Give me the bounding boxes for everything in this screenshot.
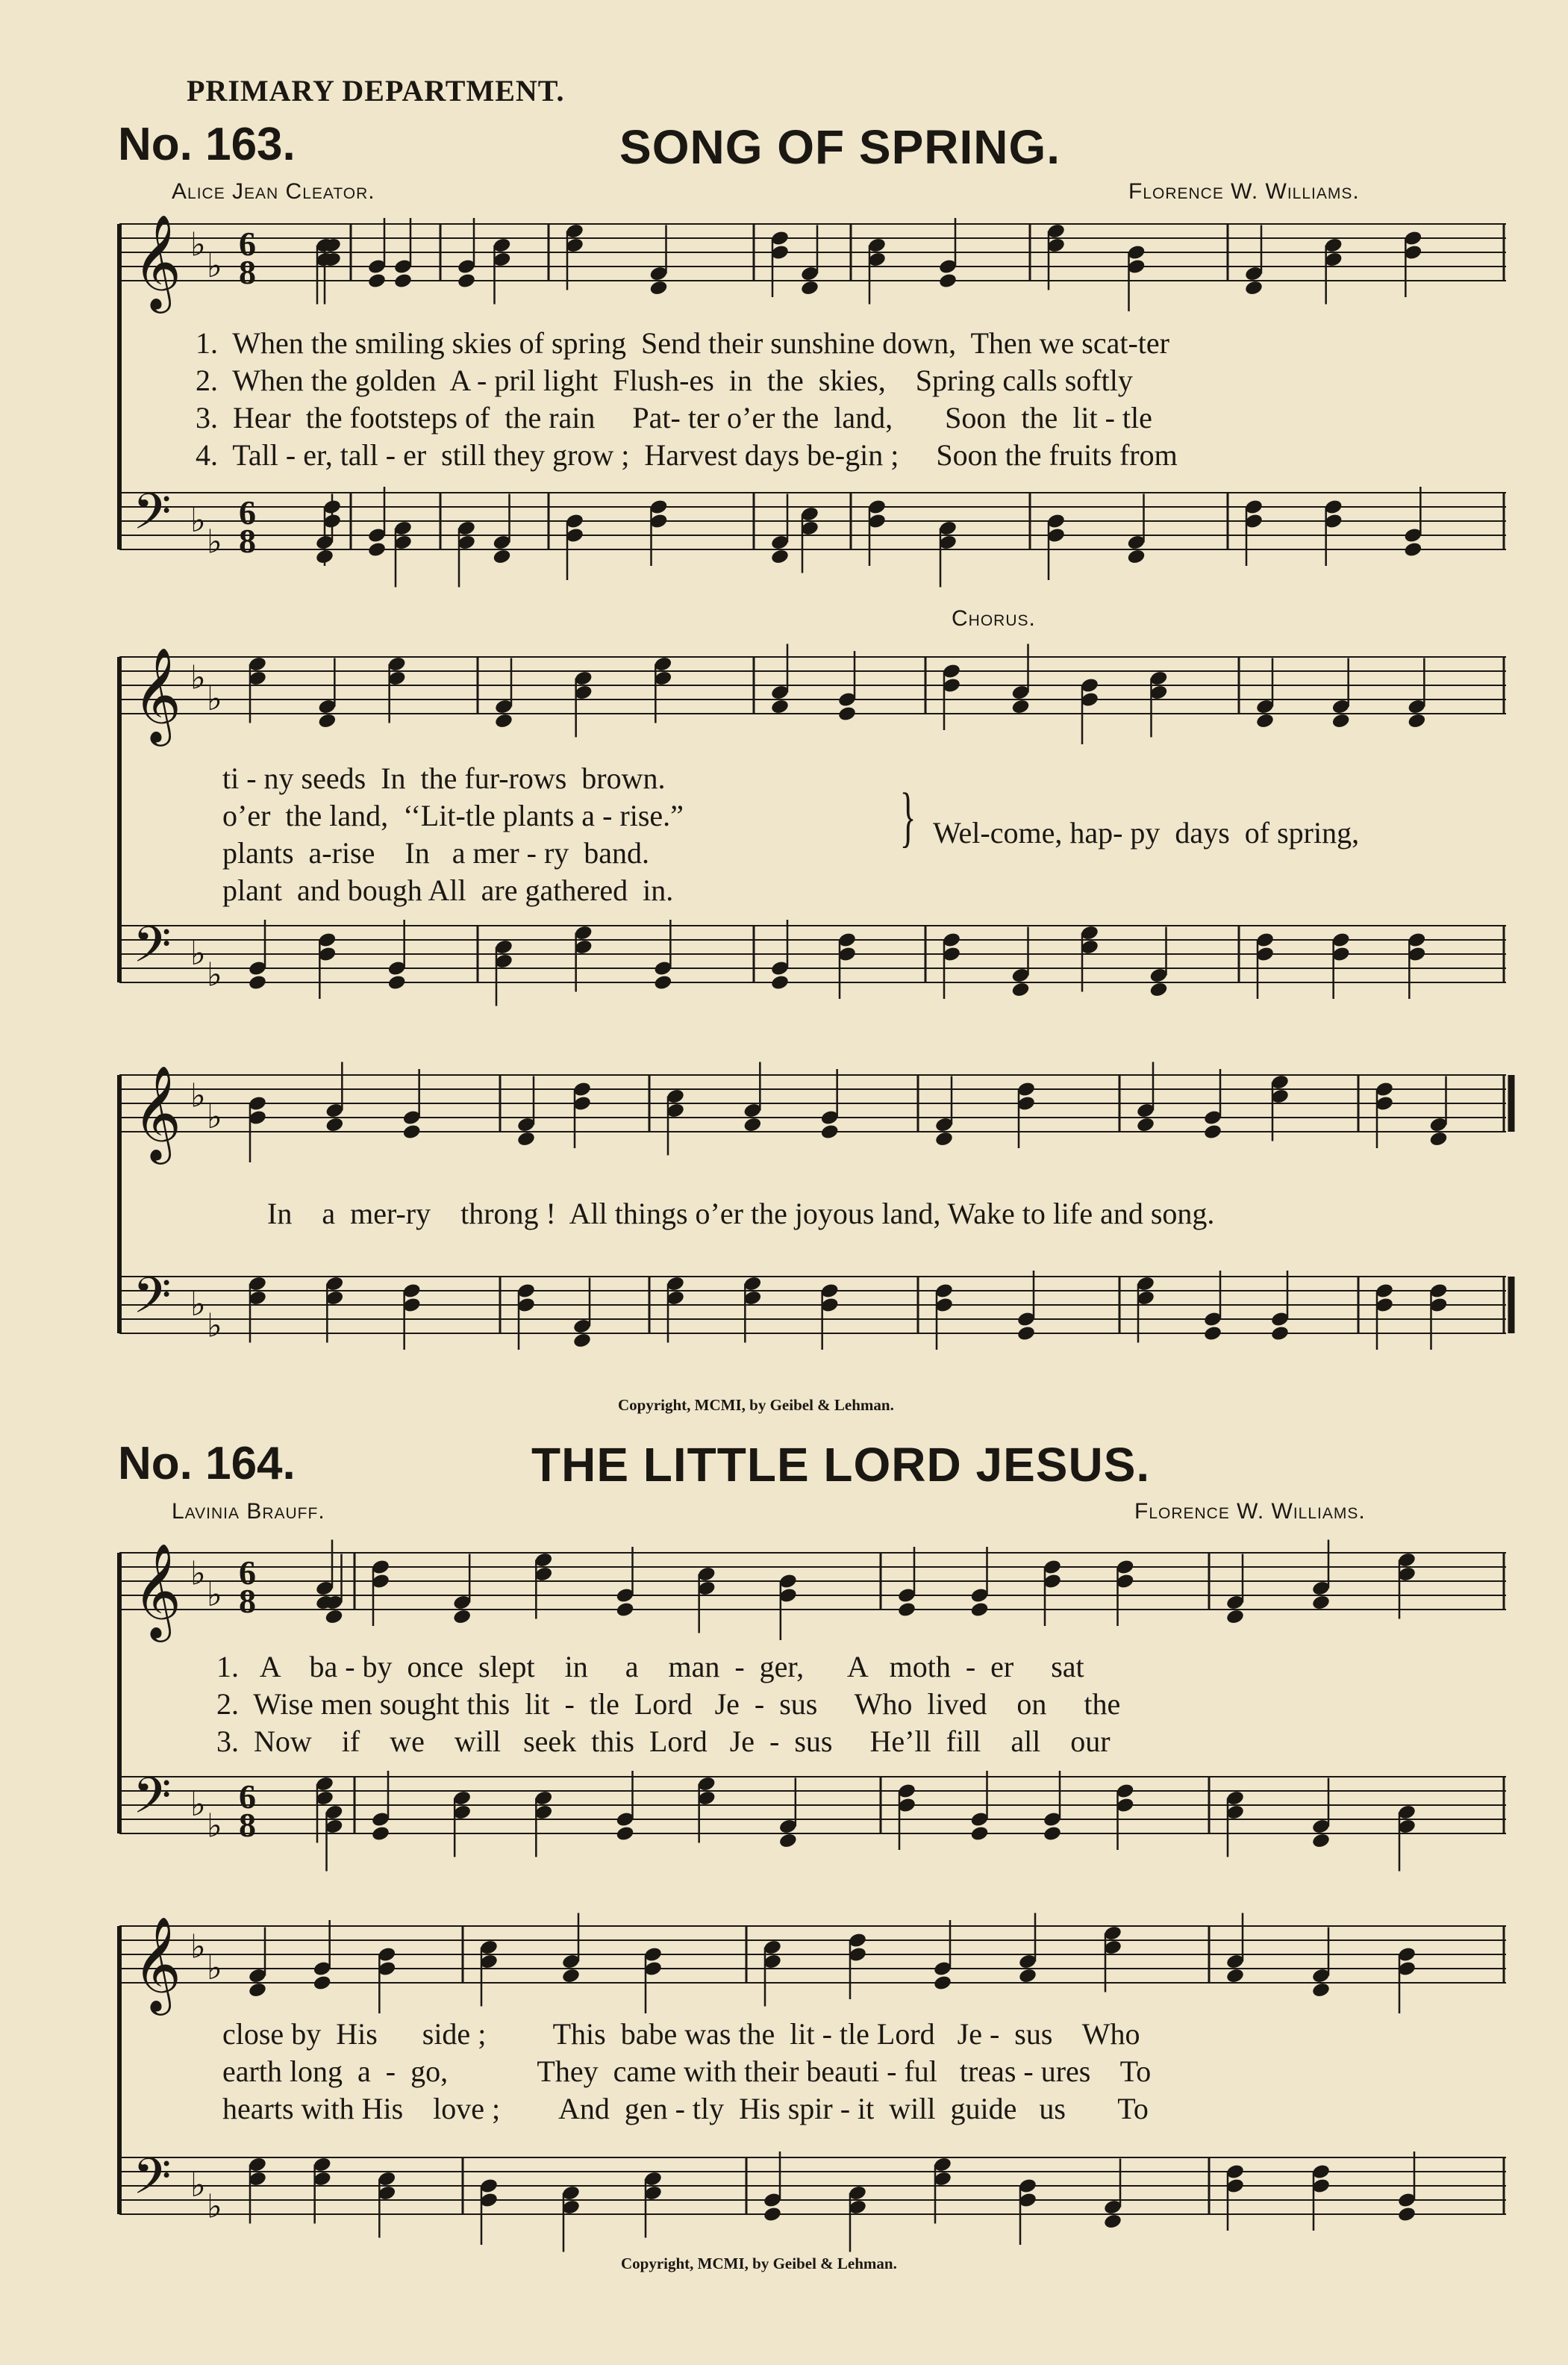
lyricist-credit: Alice Jean Cleator. — [172, 179, 375, 204]
composer-credit: Florence W. Williams. — [1128, 179, 1360, 204]
svg-text:♭: ♭ — [207, 247, 222, 285]
verse-block — [222, 760, 684, 909]
svg-text:♭: ♭ — [190, 502, 206, 540]
svg-text:♭: ♭ — [190, 1786, 206, 1824]
composer-credit: Florence W. Williams. — [1134, 1499, 1366, 1524]
svg-text:♭: ♭ — [207, 2187, 222, 2226]
copyright-notice: Copyright, MCMI, by Geibel & Lehman. — [621, 2255, 897, 2272]
svg-text:𝄢: 𝄢 — [133, 1767, 172, 1836]
svg-text:♭: ♭ — [190, 1076, 206, 1115]
song-title: SONG OF SPRING. — [619, 120, 1061, 174]
svg-text:♭: ♭ — [207, 1306, 222, 1345]
chorus-label: Chorus. — [952, 606, 1036, 631]
verse-line: 2. When the golden A - pril light Flush-es in the skies, Spring calls softly — [196, 364, 1133, 397]
svg-text:𝄞: 𝄞 — [133, 214, 182, 309]
verse-line: 2. Wise men sought this lit - tle Lord Je - sus Who lived on the — [216, 1687, 1121, 1721]
svg-text:6: 6 — [239, 225, 256, 263]
svg-text:♭: ♭ — [190, 1554, 206, 1593]
lyricist-credit: Lavinia Brauff. — [172, 1499, 325, 1524]
verse-line: 4. Tall - er, tall - er still they grow ; Harvest days be-gin ; Soon the fruits from — [196, 438, 1178, 472]
verse-block — [196, 325, 1178, 474]
svg-text:𝄞: 𝄞 — [133, 1065, 182, 1160]
verse-line: 3. Now if we will seek this Lord Je - sus He’ll fill all our — [216, 1724, 1111, 1758]
svg-text:𝄞: 𝄞 — [133, 646, 182, 742]
svg-text:♭: ♭ — [190, 1928, 206, 1966]
verse-block — [222, 2016, 1151, 2128]
svg-text:𝄢: 𝄢 — [133, 2148, 172, 2217]
svg-text:♭: ♭ — [190, 2166, 206, 2204]
chorus-lyric: Wel-come, hap- py days of spring, — [933, 816, 1360, 850]
verse-line: close by His side ; This babe was the lit - tle Lord Je - sus Who — [222, 2017, 1140, 2051]
song-title: THE LITTLE LORD JESUS. — [531, 1438, 1151, 1492]
verse-line: earth long a - go, They came with their beauti - ful treas - ures To — [222, 2054, 1152, 2088]
svg-text:♭: ♭ — [207, 523, 222, 561]
svg-text:♭: ♭ — [190, 935, 206, 973]
svg-text:♭: ♭ — [207, 1576, 222, 1614]
svg-text:♭: ♭ — [207, 1949, 222, 1987]
svg-text:♭: ♭ — [207, 680, 222, 718]
svg-text:♭: ♭ — [207, 956, 222, 994]
verse-line: 1. A ba - by once slept in a man - ger, A moth - er sat — [216, 1650, 1084, 1683]
svg-text:♭: ♭ — [207, 1098, 222, 1136]
verse-line: o’er the land, ‘‘Lit-tle plants a - rise.” — [222, 799, 684, 832]
verse-brace: } — [899, 780, 916, 854]
chorus-lyric: In a mer-ry throng ! All things o’er the joyous land, Wake to life and song. — [267, 1197, 1215, 1230]
svg-text:𝄢: 𝄢 — [133, 483, 172, 552]
svg-text:♭: ♭ — [190, 658, 206, 697]
svg-text:𝄢: 𝄢 — [133, 1267, 172, 1336]
verse-line: hearts with His love ; And gen - tly His spir - it will guide us To — [222, 2092, 1149, 2125]
svg-text:𝄞: 𝄞 — [133, 1916, 182, 2011]
department-label: PRIMARY DEPARTMENT. — [187, 74, 565, 108]
svg-text:8: 8 — [239, 253, 256, 291]
song-number: No. 163. — [118, 119, 296, 170]
svg-text:♭: ♭ — [190, 1286, 206, 1324]
verse-line: plant and bough All are gathered in. — [222, 873, 674, 907]
svg-text:𝄞: 𝄞 — [133, 1542, 182, 1638]
verse-line: plants a-rise In a mer - ry band. — [222, 836, 650, 870]
svg-text:8: 8 — [239, 1806, 256, 1844]
svg-text:♭: ♭ — [190, 225, 206, 264]
verse-block — [216, 1648, 1120, 1760]
svg-text:6: 6 — [239, 1777, 256, 1816]
copyright-notice: Copyright, MCMI, by Geibel & Lehman. — [618, 1396, 894, 1414]
svg-text:8: 8 — [239, 1582, 256, 1620]
svg-text:𝄢: 𝄢 — [133, 916, 172, 985]
svg-text:♭: ♭ — [207, 1807, 222, 1845]
svg-text:8: 8 — [239, 522, 256, 560]
verse-line: 3. Hear the footsteps of the rain Pat- ter o’er the land, Soon the lit - tle — [196, 401, 1152, 434]
verse-line: ti - ny seeds In the fur-rows brown. — [222, 761, 666, 795]
svg-text:6: 6 — [239, 493, 256, 532]
svg-text:6: 6 — [239, 1554, 256, 1592]
song-number: No. 164. — [118, 1438, 296, 1489]
verse-line: 1. When the smiling skies of spring Send their sunshine down, Then we scat-ter — [196, 326, 1169, 360]
